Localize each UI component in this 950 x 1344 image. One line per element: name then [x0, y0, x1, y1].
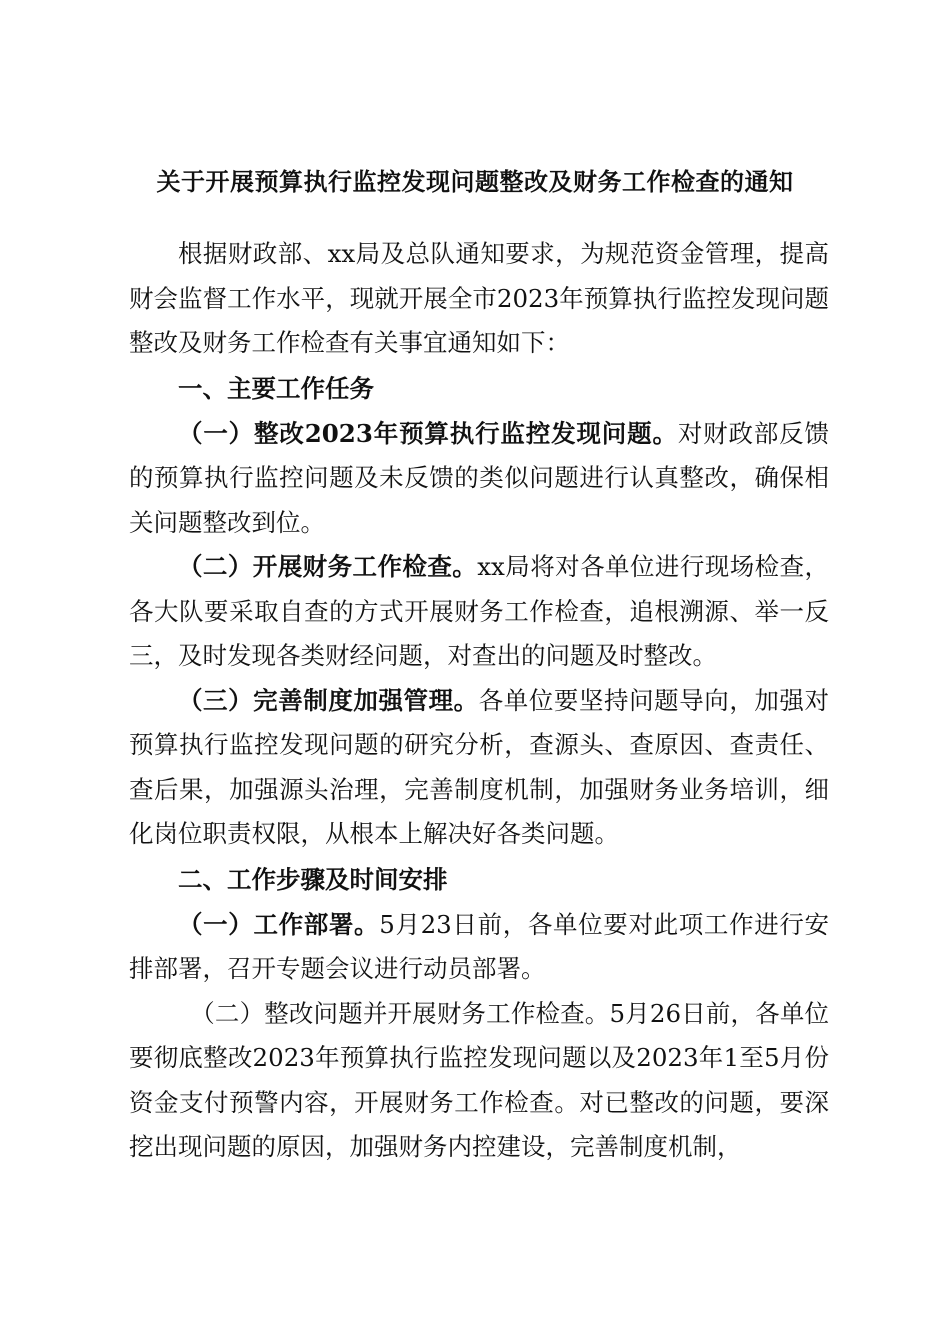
task-item-2	[129, 545, 829, 679]
task-item-1-text: 对财政部反馈的预算执行监控问题及未反馈的类似问题进行认真整改，确保相关问题整改到位。	[129, 418, 830, 537]
task-item-1	[129, 412, 829, 546]
document-title: 关于开展预算执行监控发现问题整改及财务工作检查的通知	[156, 167, 794, 196]
step-item-1-lead: （一）工作部署。	[178, 909, 380, 939]
task-item-3	[129, 679, 829, 857]
task-item-2-text: xx局将对各单位进行现场检查，各大队要采取自查的方式开展财务工作检查，追根溯源、举一反三，及时发现各类财经问题，对查出的问题及时整改。	[129, 552, 829, 670]
intro-paragraph: 根据财政部、xx局及总队通知要求，为规范资金管理，提高财会监督工作水平，现就开展全市2023年预算执行监控发现问题整改及财务工作检查有关事宜通知如下：	[129, 239, 829, 357]
step-item-2-text: 5月26日前，各单位要彻底整改2023年预算执行监控发现问题以及2023年1至5月份资金支付预警内容，开展财务工作检查。对已整改的问题，要深挖出现问题的原因，加强财务内控建设，完善制度机制，	[129, 998, 830, 1161]
task-item-2-lead: （二）开展财务工作检查。	[178, 552, 478, 581]
task-item-3-lead: （三）完善制度加强管理。	[178, 685, 479, 715]
step-item-1-text: 5月23日前，各单位要对此项工作进行安排部署，召开专题会议进行动员部署。	[129, 909, 830, 983]
section-heading-main-tasks: 一、主要工作任务	[178, 373, 374, 403]
step-item-2	[129, 992, 829, 1170]
step-item-2-lead: （二）整改问题并开展财务工作检查。	[190, 998, 610, 1028]
task-item-1-lead: （一）整改2023年预算执行监控发现问题。	[178, 418, 678, 448]
section-heading-steps-schedule: 二、工作步骤及时间安排	[178, 864, 448, 894]
document-body	[129, 232, 829, 1170]
task-item-3-text: 各单位要坚持问题导向，加强对预算执行监控发现问题的研究分析，查源头、查原因、查责任、查后果，加强源头治理，完善制度机制，加强财务业务培训，细化岗位职责权限，从根本上解决好各类问题。	[129, 685, 829, 848]
step-item-1	[129, 903, 829, 992]
